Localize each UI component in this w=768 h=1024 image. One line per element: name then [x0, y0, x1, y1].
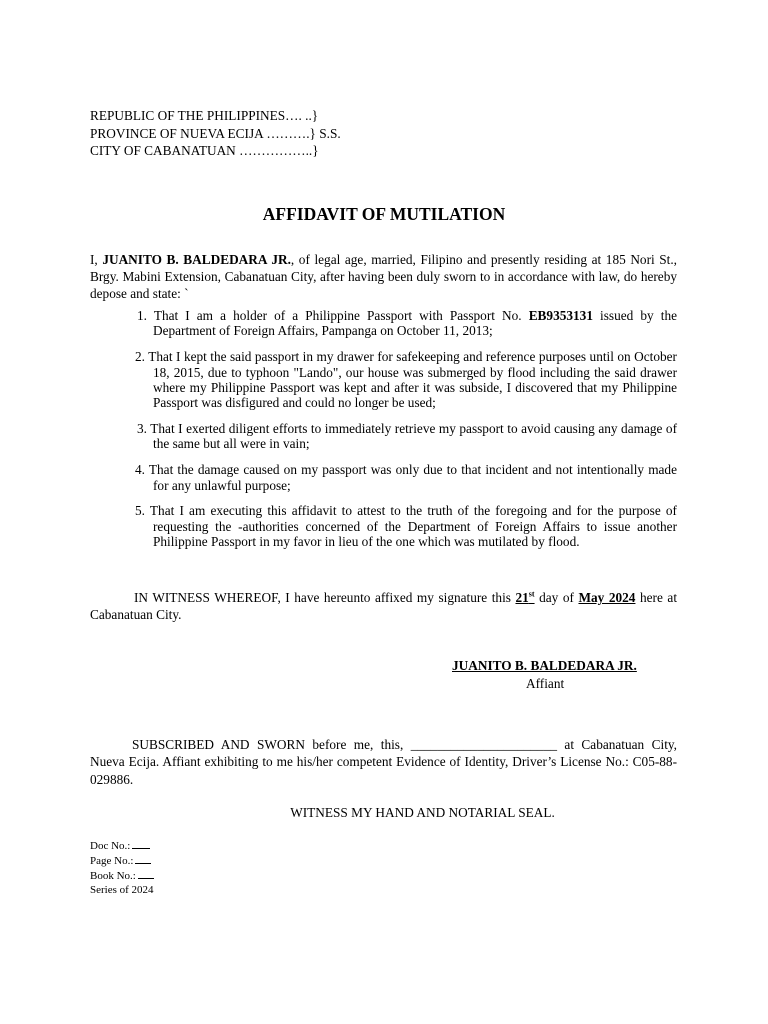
statement-text: That the damage caused on my passport was only due to that incident and not intentionally made for any unlawful purpose;	[148, 462, 677, 493]
statement-number: 4.	[135, 462, 145, 478]
book-number-blank	[138, 869, 154, 879]
affiant-signature-name: JUANITO B. BALDEDARA JR.	[452, 658, 637, 673]
statement-list	[90, 308, 677, 560]
statement-item	[90, 349, 677, 411]
statement-text: That I am a holder of a Philippine Passport with Passport No.	[153, 308, 529, 323]
signing-month-year: May 2024	[578, 590, 636, 605]
venue-province: PROVINCE OF NUEVA ECIJA ……….} S.S.	[90, 125, 341, 141]
page-number-line	[90, 854, 154, 869]
intro-prefix: I,	[90, 252, 103, 267]
signing-day	[515, 590, 534, 605]
page-number-blank	[135, 854, 151, 864]
affiant-label: Affiant	[526, 676, 565, 691]
book-number-label: Book No.:	[90, 869, 136, 882]
statement-text: That I exerted diligent efforts to immediately retrieve my passport to avoid causing any damage of the same but all were in vain;	[150, 421, 677, 452]
passport-number: EB9353131	[528, 308, 593, 323]
venue-block	[90, 107, 341, 160]
venue-republic: REPUBLIC OF THE PHILIPPINES…. ..}	[90, 108, 319, 123]
statement-text-after: issued by the Department of Foreign Affairs, Pampanga on October 11, 2013;	[153, 308, 677, 339]
statement-item	[90, 421, 677, 452]
venue-city: CITY OF CABANATUAN ……………..}	[90, 143, 319, 158]
doc-number-label: Doc No.:	[90, 840, 131, 852]
document-title: AFFIDAVIT OF MUTILATION	[262, 204, 506, 224]
jurat-paragraph: SUBSCRIBED AND SWORN before me, this, ______________________ at Cabanatuan City, Nueva Ecija. Affiant exhibiting to me his/her competent Evidence of Identity, Driver’s License No.: C05-88-029886.	[90, 737, 677, 787]
intro-text: , of legal age, married, Filipino and presently residing at 185 Nori St., Brgy. Mabini Extension, Cabanatuan City, after having been duly sworn to in accordance with law, do hereby depose and state: `	[90, 252, 677, 301]
witness-text: IN WITNESS WHEREOF, I have hereunto affixed my signature this	[134, 590, 516, 605]
notarial-seal-line: WITNESS MY HAND AND NOTARIAL SEAL.	[290, 805, 555, 820]
signing-day-suffix: st	[528, 589, 535, 599]
book-number-line	[90, 869, 154, 884]
signing-day-number: 21	[515, 590, 529, 605]
intro-paragraph	[90, 252, 677, 303]
witness-text-after: here at Cabanatuan City.	[90, 590, 678, 622]
doc-number-blank	[132, 839, 150, 849]
statement-number: 3.	[137, 421, 147, 437]
statement-text: That I kept the said passport in my drawer for safekeeping and reference purposes until on October 18, 2015, due to typhoon "Lando", our house was submerged by flood including the said drawer where my Philippine Passport was kept and after it was subside, I discovered that my Philippine Passport was disfigured and could no longer be used;	[148, 349, 677, 411]
statement-item	[90, 503, 677, 549]
statement-number: 1.	[137, 308, 147, 323]
witness-text-middle: day of	[534, 590, 579, 605]
series-line: Series of 2024	[90, 884, 154, 897]
statement-number: 5.	[135, 503, 145, 519]
doc-number-line	[90, 839, 154, 854]
statement-number: 2.	[135, 349, 145, 365]
witness-paragraph	[90, 590, 677, 624]
document-reference	[90, 839, 154, 898]
statement-item	[90, 308, 677, 339]
affiant-name-intro: JUANITO B. BALDEDARA JR.	[102, 252, 291, 267]
statement-text: That I am executing this affidavit to attest to the truth of the foregoing and for the purpose of requesting the -authorities concerned of the Department of Foreign Affairs to issue another Philippine Passport in my favor in lieu of the one which was mutilated by flood.	[149, 503, 677, 550]
statement-item	[90, 462, 677, 493]
page-number-label: Page No.:	[90, 854, 134, 867]
